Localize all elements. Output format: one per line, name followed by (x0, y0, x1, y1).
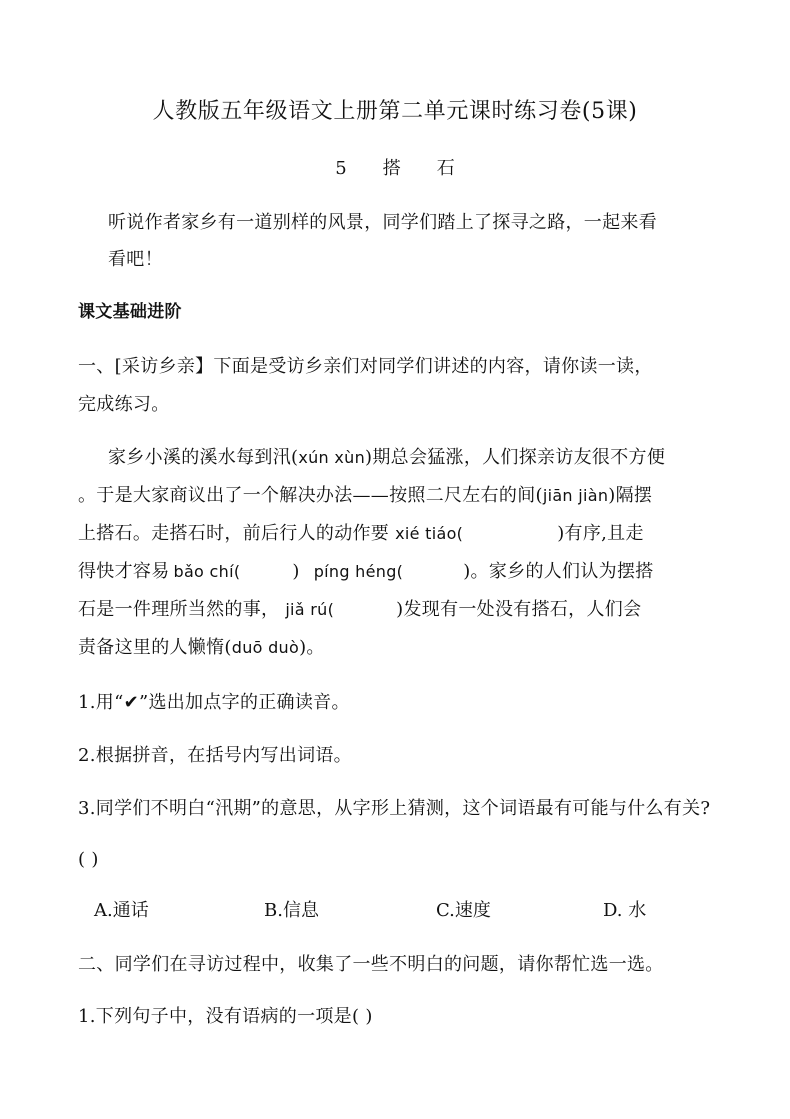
pinyin-choice-xun[interactable]: xún xùn (298, 448, 366, 467)
passage-text: 石是一件理所当然的事， (78, 599, 280, 620)
option-a[interactable]: A.通话 (94, 900, 149, 921)
passage-text: ) (292, 561, 300, 582)
passage-line-3 (78, 522, 644, 546)
page-title: 人教版五年级语文上册第二单元课时练习卷(5课) (152, 99, 638, 124)
pinyin-xietiao: xié tiáo( (395, 524, 464, 543)
q2-sub-1: 1.下列句子中，没有语病的一项是( ) (78, 1006, 373, 1027)
pinyin-choice-jian[interactable]: jiān jiàn (542, 486, 609, 505)
pinyin-baochi: bǎo chí( (173, 562, 241, 581)
passage-text: )期总会猛涨，人们探亲访友很不方便 (365, 447, 666, 468)
q1-sub-1: 1.用“✔”选出加点字的正确读音。 (78, 692, 350, 713)
passage-text: 家乡小溪的溪水每到汛( (108, 447, 299, 468)
pinyin-jiaru: jiǎ rú( (285, 600, 335, 619)
passage-text: )发现有一处没有搭石，人们会 (396, 599, 642, 620)
passage-text: )。 (299, 637, 325, 658)
lesson-number: 5 (335, 158, 347, 179)
passage-line-1 (108, 446, 665, 470)
passage-text: 上搭石。走搭石时，前后行人的动作要 (78, 523, 390, 544)
passage-text: )隔摆 (608, 485, 653, 506)
lesson-title-char-1: 搭 (382, 158, 401, 179)
passage-text: )有序,且走 (557, 523, 644, 544)
lesson-title (0, 157, 790, 181)
q1-heading-line-1: 一、[采访乡亲】下面是受访乡亲们对同学们讲述的内容，请你读一读， (78, 356, 653, 377)
answer-paren-q1-3[interactable]: ( ) (78, 849, 99, 870)
q1-heading-line-2: 完成练习。 (78, 394, 170, 415)
passage-text: )。家乡的人们认为摆搭 (463, 561, 654, 582)
passage-line-5 (78, 598, 641, 622)
section-heading-basic: 课文基础进阶 (78, 302, 182, 322)
q1-sub-2: 2.根据拼音，在括号内写出词语。 (78, 745, 352, 766)
q2-heading: 二、同学们在寻访过程中，收集了一些不明白的问题，请你帮忙选一选。 (78, 954, 664, 975)
option-c[interactable]: C.速度 (436, 900, 491, 921)
option-d[interactable]: D. 水 (603, 900, 647, 921)
lesson-title-char-2: 石 (436, 158, 455, 179)
passage-text: 。于是大家商议出了一个解决办法——按照二尺左右的间( (78, 485, 543, 506)
q1-sub-3: 3.同学们不明白“汛期”的意思，从字形上猜测，这个词语最有可能与什么有关? (78, 798, 711, 819)
passage-line-6 (78, 636, 325, 660)
intro-line-1: 听说作者家乡有一道别样的风景，同学们踏上了探寻之路，一起来看 (108, 212, 657, 233)
pinyin-pingheng: píng héng( (313, 562, 404, 581)
passage-line-2 (78, 484, 652, 508)
option-b[interactable]: B.信息 (264, 900, 319, 921)
intro-line-2: 看吧！ (108, 249, 163, 270)
passage-text: 得快才容易 (78, 561, 170, 582)
pinyin-choice-duo[interactable]: duō duò (231, 638, 300, 657)
passage-line-4 (78, 560, 654, 584)
passage-text: 责备这里的人懒惰( (78, 637, 232, 658)
